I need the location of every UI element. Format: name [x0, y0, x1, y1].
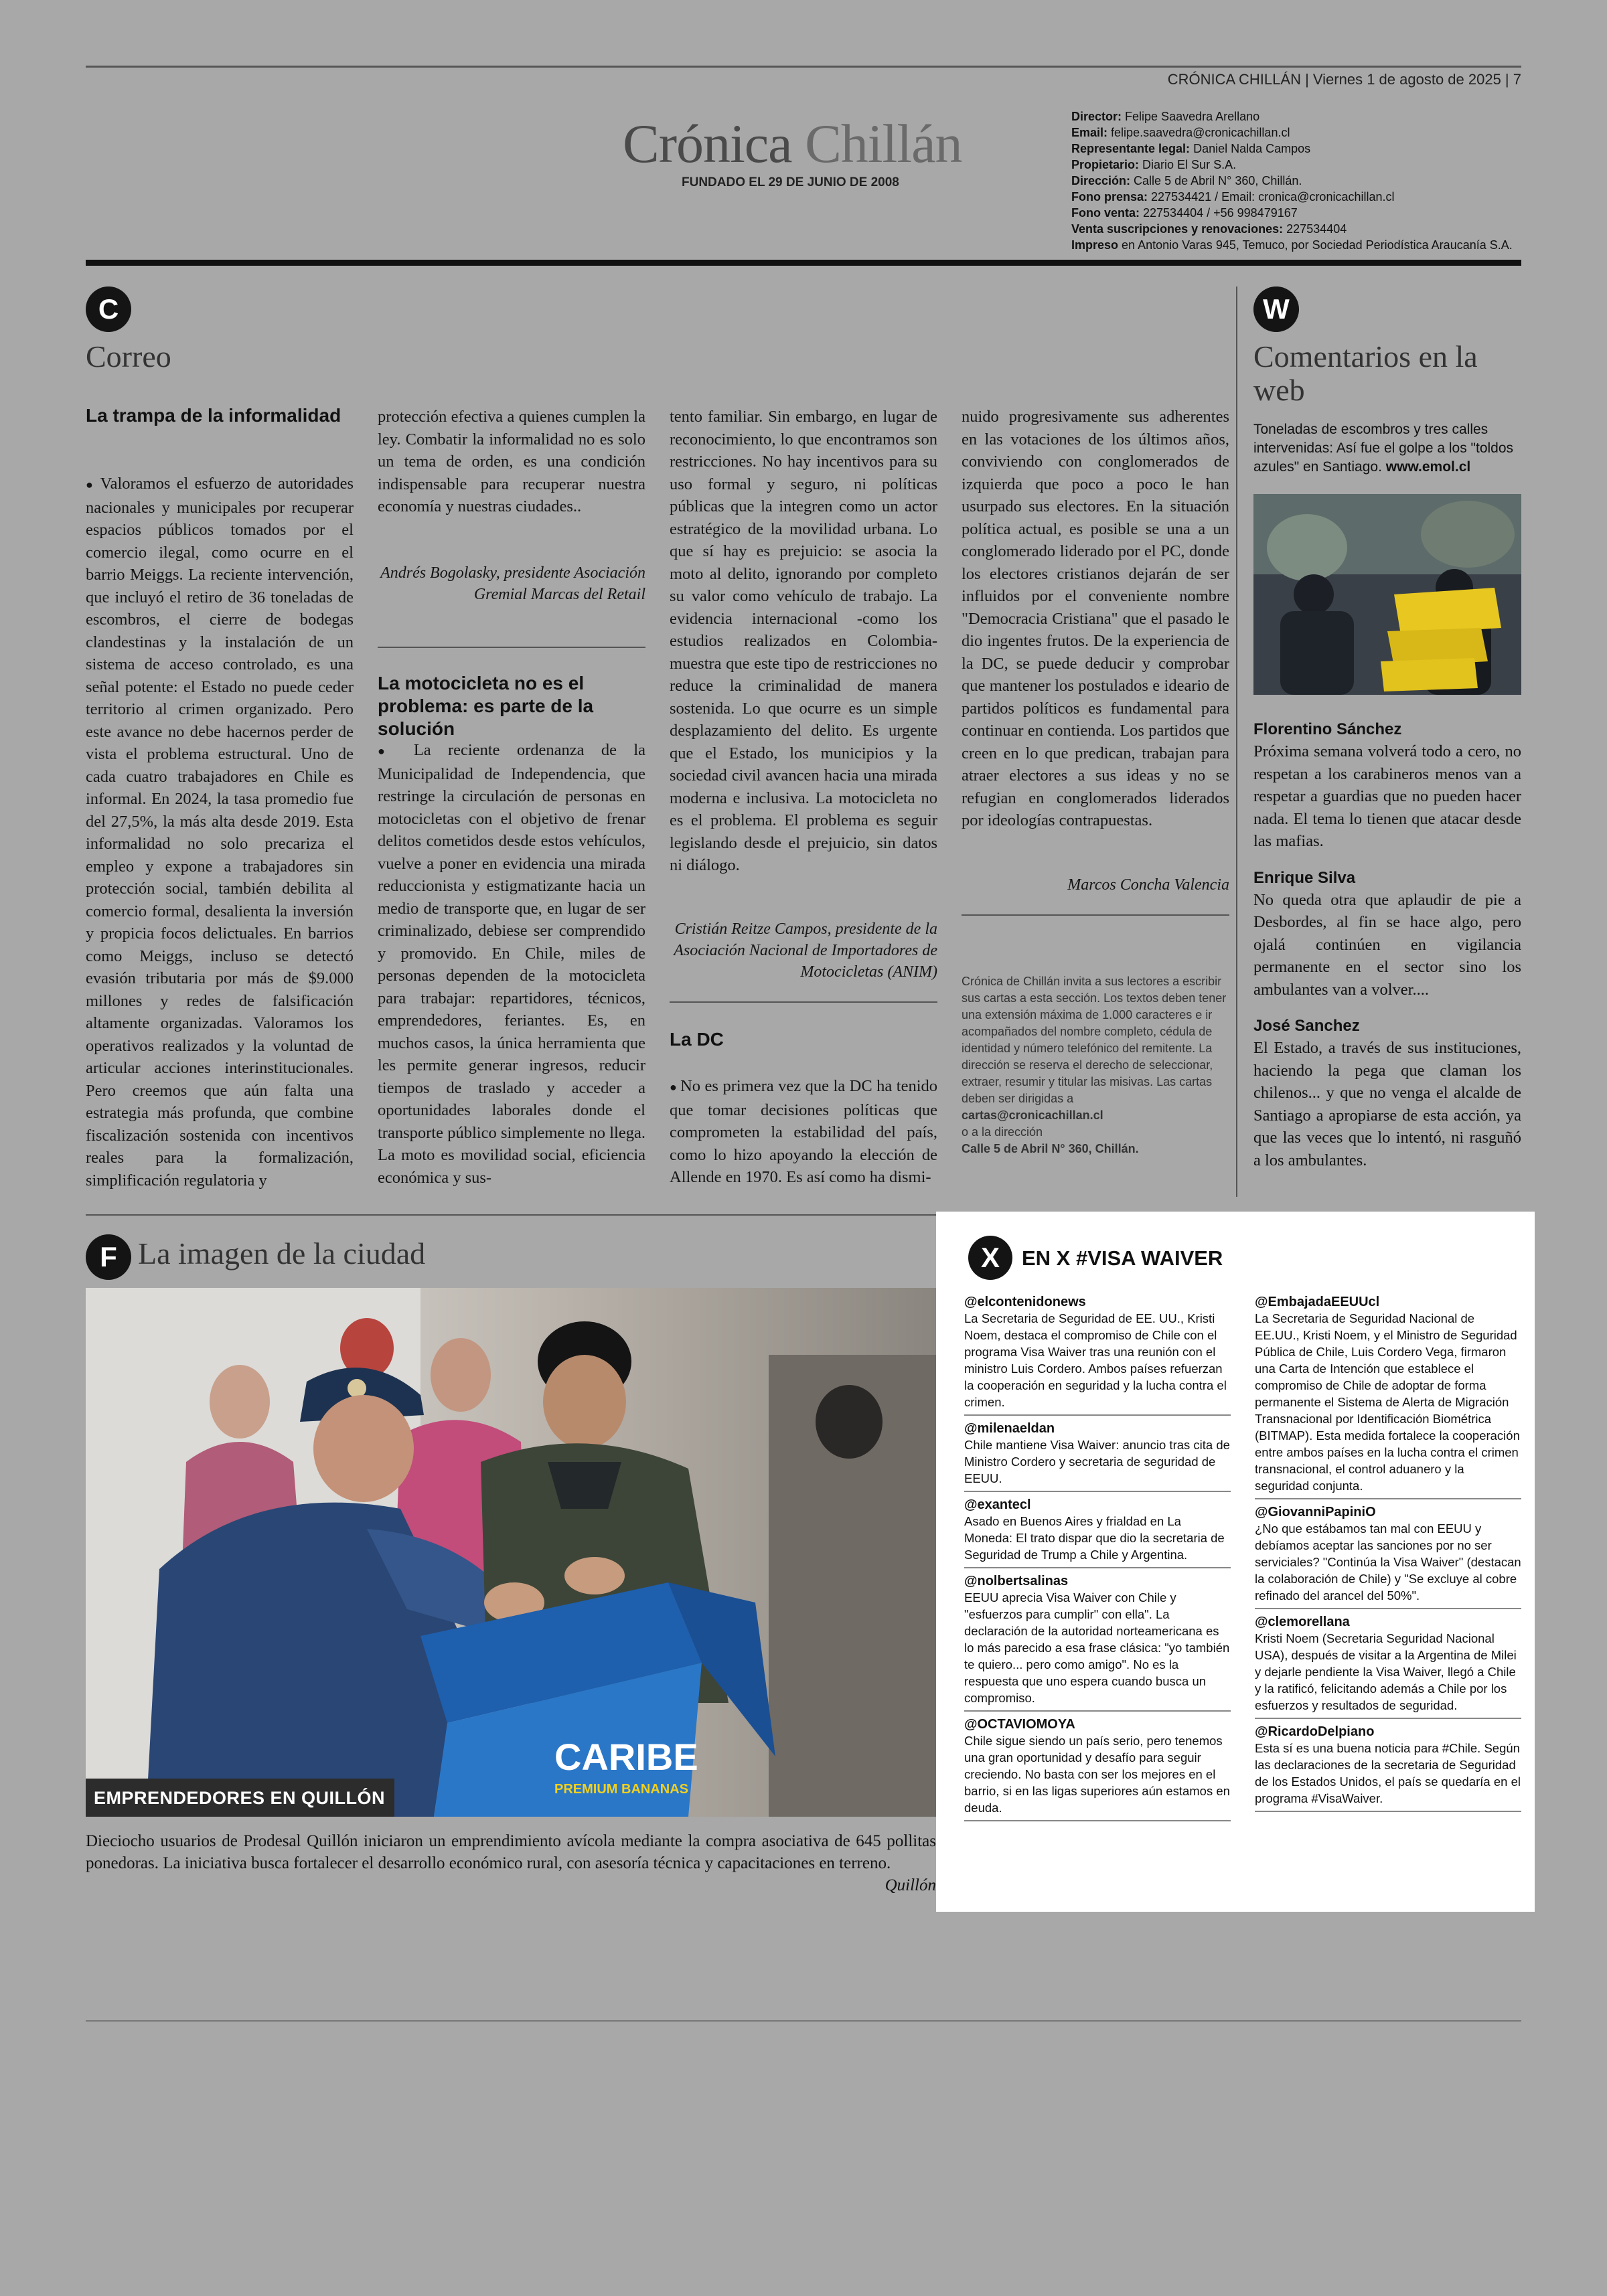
logo-chillan: Chillán — [805, 113, 962, 174]
logo-cronica: Crónica — [623, 113, 792, 174]
x-post — [964, 1421, 1231, 1492]
x-post-handle[interactable]: @GiovanniPapiniO — [1255, 1505, 1376, 1520]
masthead-info-value: felipe.saavedra@cronicachillan.cl — [1111, 126, 1290, 139]
x-box — [936, 1212, 1535, 1912]
masthead-info-label: Venta suscripciones y renovaciones: — [1071, 222, 1284, 236]
web-comment-author: Enrique Silva — [1253, 868, 1356, 887]
letter-la-dc: ● No es primera vez que la DC ha tenido que tomar decisiones políticas que comprometen la estabilidad del país, como lo hizo apoyando la elección de Allende en 1970. Es así como ha dismi- — [670, 1075, 937, 1189]
web-comment-text: Próxima semana volverá todo a cero, no respetan a los carabineros menos van a respetar a guardias que no pueden hacer nada. El tema lo tienen que atacar desde las mafias. — [1253, 742, 1521, 850]
x-post-text: La Secretaria de Seguridad de EE. UU., Kristi Noem, destaca el compromiso de Chile con el programa Visa Waiver tras una reunión con el ministro Luis Cordero. Ambos países refuerzan la cooperación en seguridad y la lucha contra el crimen. — [964, 1310, 1231, 1416]
x-box-title: EN X #VISA WAIVER — [1022, 1246, 1223, 1270]
masthead-info-row — [1071, 173, 1513, 189]
x-post-handle[interactable]: @RicardoDelpiano — [1255, 1724, 1375, 1739]
x-right-column — [1255, 1289, 1521, 1812]
photo-caption-place: Quillón — [885, 1876, 936, 1894]
x-post-handle[interactable]: @nolbertsalinas — [964, 1574, 1069, 1588]
web-photo-illustration — [1253, 494, 1521, 695]
x-post-handle[interactable]: @EmbajadaEEUUcl — [1255, 1295, 1380, 1309]
bottom-rule — [86, 2020, 1521, 2022]
web-comment-author: Florentino Sánchez — [1253, 720, 1402, 738]
letters-notice — [962, 973, 1229, 1157]
photo-label: EMPRENDEDORES EN QUILLÓN — [86, 1779, 394, 1817]
masthead-info-row — [1071, 237, 1513, 253]
top-rule — [86, 66, 1521, 68]
masthead-info-row — [1071, 205, 1513, 221]
x-post-text: Chile mantiene Visa Waiver: anuncio tras cita de Ministro Cordero y secretaria de seguridad de EEUU. — [964, 1437, 1231, 1492]
x-post — [1255, 1505, 1521, 1609]
x-post-text: EEUU aprecia Visa Waiver con Chile y "esfuerzos para cumplir" con ella". La declaración de la autoridad norteamericana es lo más parecido a esa frase clásica: "yo también te quiero... pero como amigo". No es la respuesta que uno espera cuando busca un compromiso. — [964, 1589, 1231, 1712]
notice-or: o a la dirección — [962, 1125, 1043, 1139]
city-photo-illustration — [86, 1288, 936, 1817]
masthead-info-label: Fono prensa: — [1071, 190, 1148, 203]
web-lead-text: Toneladas de escombros y tres calles intervenidas: Así fue el golpe a los "toldos azules" en Santiago. — [1253, 422, 1514, 475]
masthead-logo — [623, 112, 962, 175]
x-post-handle[interactable]: @OCTAVIOMOYA — [964, 1717, 1075, 1732]
masthead-info-row — [1071, 189, 1513, 205]
city-photo — [86, 1288, 936, 1817]
page-strip: CRÓNICA CHILLÁN | Viernes 1 de agosto de 2025 | 7 — [1167, 71, 1521, 88]
x-post — [1255, 1615, 1521, 1719]
masthead-info-value: Daniel Nalda Campos — [1193, 142, 1311, 155]
photo-caption: Dieciocho usuarios de Prodesal Quillón iniciaron un emprendimiento avícola mediante la compra asociativa de 645 pollitas ponedoras. La iniciativa busca fortalecer el desarrollo económico rural, con asesoría técnica y capacitaciones en terreno. — [86, 1832, 936, 1872]
web-comments-list — [1253, 704, 1521, 1171]
masthead-info-row — [1071, 141, 1513, 157]
masthead-founded: FUNDADO EL 29 DE JUNIO DE 2008 — [682, 175, 899, 189]
masthead-info-label: Propietario: — [1071, 158, 1140, 171]
masthead-info-row — [1071, 108, 1513, 125]
headline-la-dc: La DC — [670, 1029, 724, 1050]
section-rule — [86, 1214, 936, 1216]
letter-informalidad-cont: protección efectiva a quienes cumplen la ley. Combatir la informalidad no es solo un tema de orden, es una condición indispensable para recuperar nuestra economía y nuestras ciudades.. — [378, 408, 645, 515]
masthead-info-value: Diario El Sur S.A. — [1142, 158, 1237, 171]
x-post — [964, 1574, 1231, 1712]
notice-address: Calle 5 de Abril N° 360, Chillán. — [962, 1142, 1139, 1155]
divider — [670, 1001, 937, 1003]
web-comment — [1253, 868, 1521, 1001]
masthead-info-row — [1071, 157, 1513, 173]
masthead-info-label: Dirección: — [1071, 174, 1131, 187]
masthead-info-value: 227534404 — [1286, 222, 1347, 236]
letter-motocicleta: ● La reciente ordenanza de la Municipalidad de Independencia, que restringe la circulación de personas en motocicletas con el objetivo de frenar delitos cometidos desde estos vehículos, vuelve a poner en evidencia una mirada reduccionista y estigmatizante hacia un medio de transporte que, en lugar de ser criminalizado, debiese ser comprendido y promovido. En Chile, miles de personas dependen de la motocicleta para trabajar: repartidores, técnicos, emprendedores, feriantes. Es, en muchos casos, la única herramienta que les permite generar ingresos, reducir tiempos de traslado y acceder a oportunidades laborales donde el transporte público simplemente no llega. La moto es movilidad social, eficiencia económica y sus- — [378, 739, 645, 1189]
masthead-info-label: Email: — [1071, 126, 1108, 139]
web-comment-text: El Estado, a través de sus instituciones, haciendo la pega que claman los chilenos... y que no venga el alcalde de Santiago a apropiarse de esta acción, ya que las veces que lo intentó, ni rasguñó a los ambulantes. — [1253, 1039, 1521, 1169]
web-lead-site: www.emol.cl — [1385, 459, 1471, 475]
headline-motocicleta: La motocicleta no es el problema: es parte de la solución — [378, 673, 594, 739]
x-post — [964, 1295, 1231, 1416]
masthead-info-value: 227534421 / Email: cronica@cronicachillan.cl — [1151, 190, 1395, 203]
x-post — [1255, 1724, 1521, 1812]
web-photo — [1253, 494, 1521, 695]
letter-informalidad: ● Valoramos el esfuerzo de autoridades nacionales y municipales por recuperar espacios públicos tomados por el comercio ilegal, como ocurre en el barrio Meiggs. La reciente intervención, que incluyó el retiro de 36 toneladas de escombros, el cierre de bodegas clandestinas y la instalación de un sistema de acceso controlado, es una señal potente: el Estado no puede ceder territorio al crimen organizado. Pero este avance no debe hacernos perder de vista el problema estructural. Uno de cada cuatro trabajadores en Chile es informal. En 2024, la tasa promedio fue del 27,5%, la más alta desde 2019. Esta informalidad no solo precariza el empleo y expone a trabajadores sin protección social, también debilita al comercio formal, desalienta la inversión y propicia focos delictuales. En barrios como Meiggs, incluso se detectó evasión tributaria por más de $9.000 millones y redes de falsificación altamente organizadas. Valoramos los operativos realizados y la voluntad de articular acciones interinstitucionales. Pero creemos que aún falta una estrategia más profunda, que combine fiscalización sostenida con incentivos reales para la formalización, simplificación regulatoria y — [86, 473, 354, 1189]
web-badge: W — [1253, 286, 1299, 332]
x-post-handle[interactable]: @clemorellana — [1255, 1615, 1350, 1629]
masthead-info — [1071, 108, 1513, 253]
letter-motocicleta-cont: tento familiar. Sin embargo, en lugar de reconocimiento, lo que encontramos son restricciones. No hay incentivos para su uso formal y seguro, ni políticas públicas que la integren como un actor estratégico de la movilidad urbana. Lo que sí hay es prejuicio: se asocia la moto al delito, ignorando por completo su valor como vehículo de trabajo. La evidencia internacional -como los estudios realizados en Colombia- muestra que este tipo de restricciones no reduce la criminalidad de manera sostenida. Lo que ocurre es un simple desplazamiento del delito. Es urgente que el Estado, los municipios y la sociedad civil avancen hacia una mirada moderna e inclusiva. La motocicleta no es el problema. El problema es seguir legislando desde el prejuicio, sin datos ni diálogo. — [670, 408, 937, 874]
x-left-column — [964, 1289, 1231, 1821]
imagen-badge: F — [86, 1234, 131, 1280]
web-comment-author: José Sanchez — [1253, 1017, 1360, 1035]
web-comment — [1253, 1015, 1521, 1171]
x-post-text: Kristi Noem (Secretaria Seguridad Nacional USA), después de visitar a la Argentina de Milei y dejarle pendiente la Visa Waiver, llegó a Chile y la ratificó, felicitando además a Chile por los esfuerzos y resultados de seguridad. — [1255, 1630, 1521, 1719]
notice-email: cartas@cronicachillan.cl — [962, 1109, 1103, 1122]
masthead-info-value: Felipe Saavedra Arellano — [1125, 110, 1260, 123]
web-title: Comentarios en la web — [1253, 339, 1478, 407]
letter-la-dc-cont: nuido progresivamente sus adherentes en las votaciones de los últimos años, conviviendo con conglomerados de izquierda que poco a poco le han usurpado sus electores. En la situación política actual, es posible se una a un conglomerado liderado por el PC, donde los electores cristianos dejarán de ser influidos por el conveniente nombre "Democracia Cristiana" que el pasado le dio ingentes frutos. De la experiencia de la DC, se puede deducir y comprobar que mantener los postulados e ideario de partidos políticos es fundamental para continuar en contienda. Los partidos que creen en lo que predican, trabajan para atraer electores a sus ideas y no se refugian en conglomerados liderados por ideologías contrapuestas. — [962, 408, 1229, 829]
masthead-info-label: Representante legal: — [1071, 142, 1191, 155]
masthead-info-value: en Antonio Varas 945, Temuco, por Sociedad Periodística Araucanía S.A. — [1122, 238, 1513, 252]
box-brand: CARIBE — [554, 1736, 698, 1778]
headline-informalidad: La trampa de la informalidad — [86, 405, 341, 426]
x-post-text: Chile sigue siendo un país serio, pero tenemos una gran oportunidad y desafío para seguir creciendo. No basta con ser los mejores en el barrio, si en las ligas superiores aún estamos en deuda. — [964, 1732, 1231, 1821]
correo-badge: C — [86, 286, 131, 332]
x-post-handle[interactable]: @elcontenidonews — [964, 1295, 1086, 1309]
box-subbrand: PREMIUM BANANAS — [554, 1782, 688, 1797]
x-post-text: ¿No que estábamos tan mal con EEUU y debíamos aceptar las sanciones por no ser serviciales? "Continúa la Visa Waiver" (destacan la colaboración de Chile) y "Se excluye al cobre refinado del arancel del 50%". — [1255, 1520, 1521, 1609]
signature-bogolasky: Andrés Bogolasky, presidente Asociación Gremial Marcas del Retail — [380, 564, 645, 603]
web-comment-text: No queda otra que aplaudir de pie a Desbordes, al fin se hace algo, pero ojalá continúen en vigilancia permanente en el sector sino los ambulantes van a volver.... — [1253, 890, 1521, 999]
masthead-info-value: 227534404 / +56 998479167 — [1143, 206, 1298, 220]
notice-text: Crónica de Chillán invita a sus lectores a escribir sus cartas a esta sección. Los textos deben tener una extensión máxima de 1.000 caracteres e ir acompañados del nombre completo, cédula de identidad y número telefónico del remitente. La dirección se reserva el derecho de seleccionar, extraer, resumir y titular las misivas. Las cartas deben ser dirigidas a — [962, 975, 1227, 1105]
divider — [962, 914, 1229, 916]
masthead-info-label: Impreso — [1071, 238, 1119, 252]
header-bottom-rule — [86, 260, 1521, 266]
masthead-info-row — [1071, 221, 1513, 237]
x-post — [964, 1497, 1231, 1568]
x-post — [964, 1717, 1231, 1821]
masthead-info-label: Director: — [1071, 110, 1122, 123]
x-post — [1255, 1295, 1521, 1499]
web-lead — [1253, 420, 1521, 477]
imagen-title: La imagen de la ciudad — [138, 1236, 426, 1270]
x-post-text: Asado en Buenos Aires y frialdad en La Moneda: El trato dispar que dio la secretaria de Seguridad de Trump a Chile y Argentina. — [964, 1513, 1231, 1568]
web-comment — [1253, 719, 1521, 853]
signature-reitze: Cristián Reitze Campos, presidente de la Asociación Nacional de Importadores de Motocicletas (ANIM) — [674, 920, 937, 981]
divider — [378, 647, 645, 648]
x-badge: X — [968, 1236, 1012, 1280]
masthead-info-value: Calle 5 de Abril N° 360, Chillán. — [1134, 174, 1302, 187]
correo-title: Correo — [86, 339, 171, 374]
masthead-info-label: Fono venta: — [1071, 206, 1140, 220]
x-post-text: Esta sí es una buena noticia para #Chile. Según las declaraciones de la secretaria de Seguridad de los Estados Unidos, el país se quedaría en el programa #VisaWaiver. — [1255, 1740, 1521, 1812]
signature-concha: Marcos Concha Valencia — [1067, 876, 1229, 894]
column-divider — [1236, 286, 1237, 1197]
x-post-text: La Secretaria de Seguridad Nacional de EE.UU., Kristi Noem, y el Ministro de Seguridad Pública de Chile, Luis Cordero Vega, firmaron una Carta de Intención que establece el compromiso de Chile de adoptar de forma permanente el Sistema de Alerta de Migración Transnacional por Identificación Biométrica (BITMAP). Esta medida fortalece la cooperación entre ambos países en la lucha contra el crimen transnacional, el control aduanero y la seguridad conjunta. — [1255, 1310, 1521, 1499]
x-post-handle[interactable]: @exantecl — [964, 1497, 1031, 1512]
masthead-info-row — [1071, 125, 1513, 141]
x-post-handle[interactable]: @milenaeldan — [964, 1421, 1055, 1436]
